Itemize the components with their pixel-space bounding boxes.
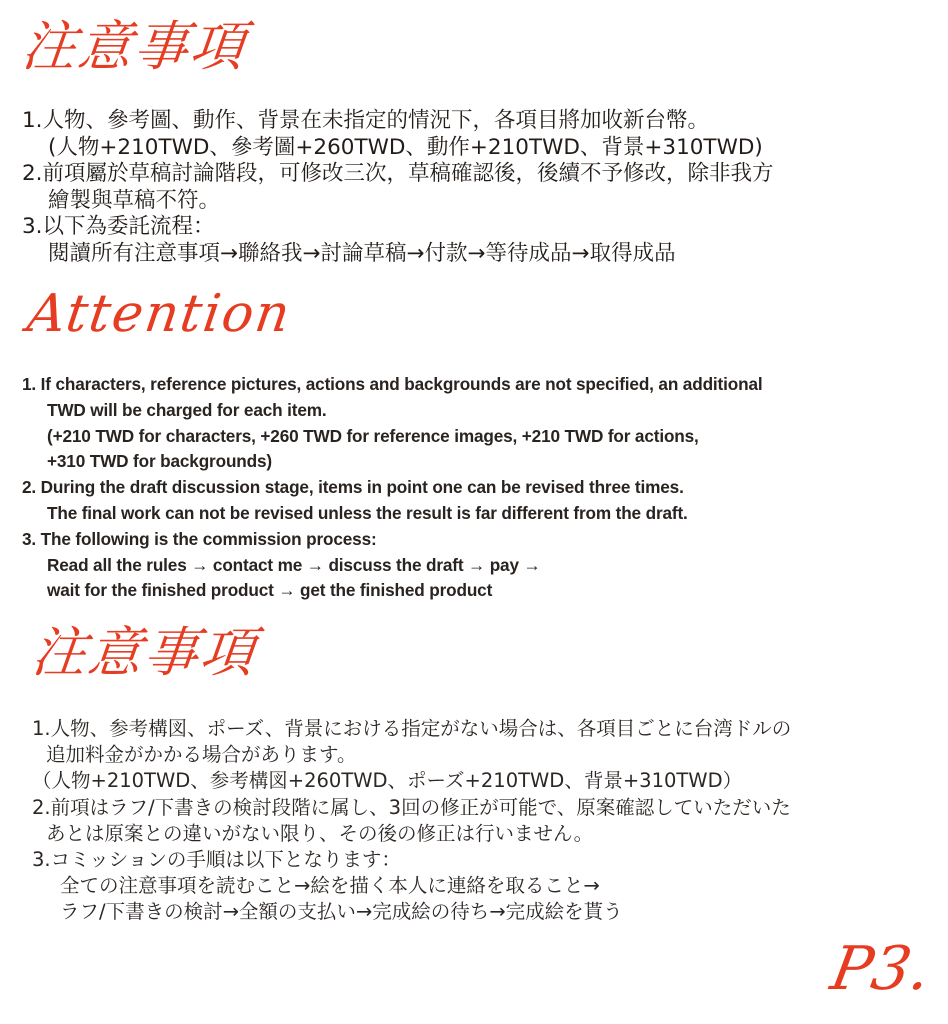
- en-line: (+210 TWD for characters, +260 TWD for reference images, +210 TWD for actions,: [47, 425, 699, 446]
- zh-line: 閱讀所有注意事項→聯絡我→討論草稿→付款→等待成品→取得成品: [48, 240, 676, 266]
- zh-line: (人物+210TWD、參考圖+260TWD、動作+210TWD、背景+310TWD): [48, 134, 763, 160]
- ja-line: 2.前項はラフ/下書きの検討段階に属し、3回の修正が可能で、原案確認していただいた: [32, 795, 791, 819]
- ja-line: 全ての注意事項を読むこと→絵を描く本人に連絡を取ること→: [60, 874, 600, 898]
- ja-line: ラフ/下書きの検討→全額の支払い→完成絵の待ち→完成絵を貰う: [60, 900, 623, 924]
- ja-line: 追加料金がかかる場合があります。: [46, 743, 357, 767]
- ja-line: あとは原案との違いがない限り、その後の修正は行いません。: [46, 821, 594, 845]
- heading-ja: 注意事項: [28, 621, 260, 684]
- notes-zh: [22, 108, 774, 267]
- ja-line: 3.コミッションの手順は以下となります：: [32, 848, 401, 872]
- en-line: 1. If characters, reference pictures, actions and backgrounds are not specified, an additional: [22, 374, 763, 394]
- ja-line: 1.人物、参考構図、ポーズ、背景における指定がない場合は、各項目ごとに台湾ドルの: [32, 717, 792, 740]
- en-line: wait for the finished product → get the finished product: [47, 580, 493, 601]
- heading-en: Attention: [23, 284, 296, 344]
- notes-ja: [32, 716, 791, 926]
- zh-line: 1.人物、參考圖、動作、背景在未指定的情況下，各項目將加收新台幣。: [22, 108, 710, 133]
- zh-line: 繪製與草稿不符。: [48, 187, 221, 213]
- en-line: TWD will be charged for each item.: [47, 399, 327, 420]
- en-line: 3. The following is the commission process:: [22, 528, 377, 549]
- zh-line: 3.以下為委託流程：: [22, 214, 215, 239]
- en-line: The final work can not be revised unless the result is far different from the draft.: [47, 502, 688, 523]
- ja-line: （人物+210TWD、参考構図+260TWD、ポーズ+210TWD、背景+310TWD）: [32, 769, 743, 793]
- en-line: Read all the rules → contact me → discuss the draft → pay →: [47, 554, 541, 575]
- en-line: +310 TWD for backgrounds): [47, 451, 272, 472]
- notes-en: [22, 372, 762, 604]
- en-line: 2. During the draft discussion stage, items in point one can be revised three times.: [22, 477, 684, 498]
- zh-line: 2.前項屬於草稿討論階段，可修改三次，草稿確認後，後續不予修改，除非我方: [22, 161, 774, 186]
- page-number-mark: P3.: [825, 934, 936, 1004]
- heading-zh: 注意事項: [18, 15, 250, 78]
